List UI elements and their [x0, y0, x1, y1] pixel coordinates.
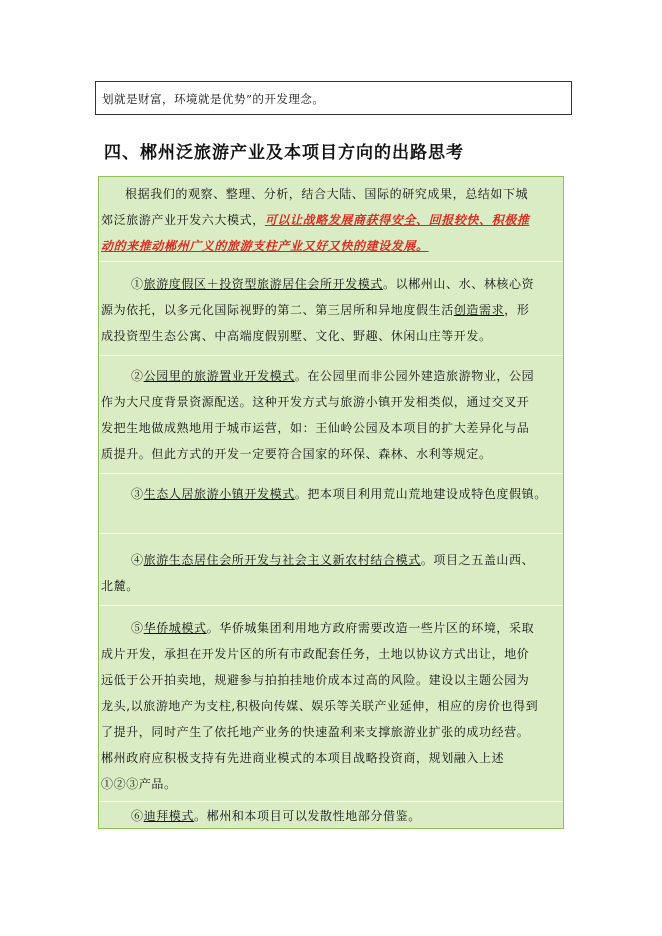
- mode-1-title: 旅游度假区＋投资型旅游居住会所开发模式: [143, 277, 384, 291]
- mode-4-paragraph: [101, 547, 561, 599]
- mode-4-number: ④: [131, 553, 144, 567]
- mode-2-line-2: 作为大尺度背景资源配送。这种开发方式与旅游小镇开发相类似，通过交叉开: [101, 395, 530, 409]
- continuation-text: 划就是财富，环境就是优势”的开发理念。: [102, 92, 325, 106]
- mode-1-underlined: 创造需求: [453, 303, 505, 317]
- mode-6-paragraph: [101, 803, 561, 829]
- intro-plain: 郊泛旅游产业开发六大模式，: [101, 213, 265, 227]
- intro-paragraph: [101, 181, 561, 259]
- mode-1-paragraph: [101, 271, 561, 349]
- mode-5-paragraph: [101, 615, 561, 797]
- mode-2-line-1: [101, 363, 561, 389]
- intro-line-3: 动的来推动郴州广义的旅游支柱产业又好又快的建设发展。: [101, 239, 429, 253]
- mode-1-line-1: [101, 271, 561, 297]
- paragraph-separator: [99, 533, 563, 534]
- mode-5-line-6: 郴州政府应积极支持有先进商业模式的本项目战略投资商，规划融入上述: [101, 751, 505, 765]
- mode-4-line-1: [101, 547, 561, 573]
- mode-6-title: 迪拜模式: [143, 809, 195, 823]
- mode-6-line-1: [101, 803, 561, 829]
- mode-3-text: 。把本项目利用荒山荒地建设成特色度假镇。: [294, 487, 547, 501]
- mode-4-title: 旅游生态居住会所开发与社会主义新农村结合模式: [143, 553, 421, 567]
- mode-1-line-2: [101, 297, 561, 323]
- mode-4-text: 。项目之五盖山西、: [420, 553, 535, 567]
- mode-2-line-3: 发把生地做成熟地用于城市运营，如：王仙岭公园及本项目的扩大差异化与品: [101, 421, 530, 435]
- mode-2-line-4: 质提升。但此方式的开发一定要符合国家的环保、森林、水利等规定。: [101, 447, 492, 461]
- mode-5-line-3: 远低于公开拍卖地，规避参与拍拍挂地价成本过高的风险。建设以主题公园为: [101, 673, 530, 687]
- mode-1-text-2b: ，形: [504, 303, 530, 317]
- paragraph-separator: [99, 261, 563, 262]
- mode-3-title: 生态人居旅游小镇开发模式: [143, 487, 295, 501]
- mode-3-paragraph: [101, 481, 561, 507]
- paragraph-separator: [99, 473, 563, 474]
- mode-5-line-7: ①②③产品。: [101, 777, 177, 791]
- mode-5-line-1: [101, 615, 561, 641]
- continuation-box: [95, 81, 572, 115]
- paragraph-separator: [99, 355, 563, 356]
- mode-6-text: 。郴州和本项目可以发散性地部分借鉴。: [194, 809, 421, 823]
- mode-2-title: 公园里的旅游置业开发模式: [143, 369, 295, 383]
- mode-2-number: ②: [131, 369, 144, 383]
- mode-4-line-2: 北麓。: [101, 579, 139, 593]
- highlight-panel: [98, 176, 564, 829]
- mode-1-number: ①: [131, 277, 144, 291]
- mode-5-text: 。华侨城集团利用地方政府需要改造一些片区的环境，采取: [206, 621, 535, 635]
- mode-5-number: ⑤: [131, 621, 144, 635]
- paragraph-separator: [99, 605, 563, 606]
- intro-line-1: 根据我们的观察、整理、分析，结合大陆、国际的研究成果，总结如下城: [125, 187, 529, 201]
- mode-3-number: ③: [131, 487, 144, 501]
- mode-1-line-3: 成投资型生态公寓、中高端度假别墅、文化、野趣、休闲山庄等开发。: [101, 329, 492, 343]
- mode-3-line-1: [101, 481, 561, 507]
- mode-2-paragraph: [101, 363, 561, 467]
- paragraph-separator: [99, 801, 563, 802]
- mode-5-line-4: 龙头,以旅游地产为支柱,积极向传媒、娱乐等关联产业延伸，相应的房价也得到: [101, 699, 539, 713]
- mode-1-text: 。以郴州山、水、林核心资: [383, 277, 535, 291]
- intro-line-2: [101, 207, 561, 233]
- mode-1-text-2a: 源为依托，以多元化国际视野的第二、第三居所和异地度假生活: [101, 303, 454, 317]
- section-heading: 四、郴州泛旅游产业及本项目方向的出路思考: [104, 143, 464, 163]
- mode-5-line-2: 成片开发，承担在开发片区的所有市政配套任务，土地以协议方式出让，地价: [101, 647, 530, 661]
- intro-emphasis: 可以让战略发展商获得安全、回报较快、积极推: [264, 213, 530, 227]
- mode-5-line-5: 了提升，同时产生了依托地产业务的快速盈利来支撑旅游业扩张的成功经营。: [101, 725, 530, 739]
- mode-5-title: 华侨城模式: [143, 621, 207, 635]
- mode-2-text: 。在公园里而非公园外建造旅游物业，公园: [294, 369, 535, 383]
- mode-6-number: ⑥: [131, 809, 144, 823]
